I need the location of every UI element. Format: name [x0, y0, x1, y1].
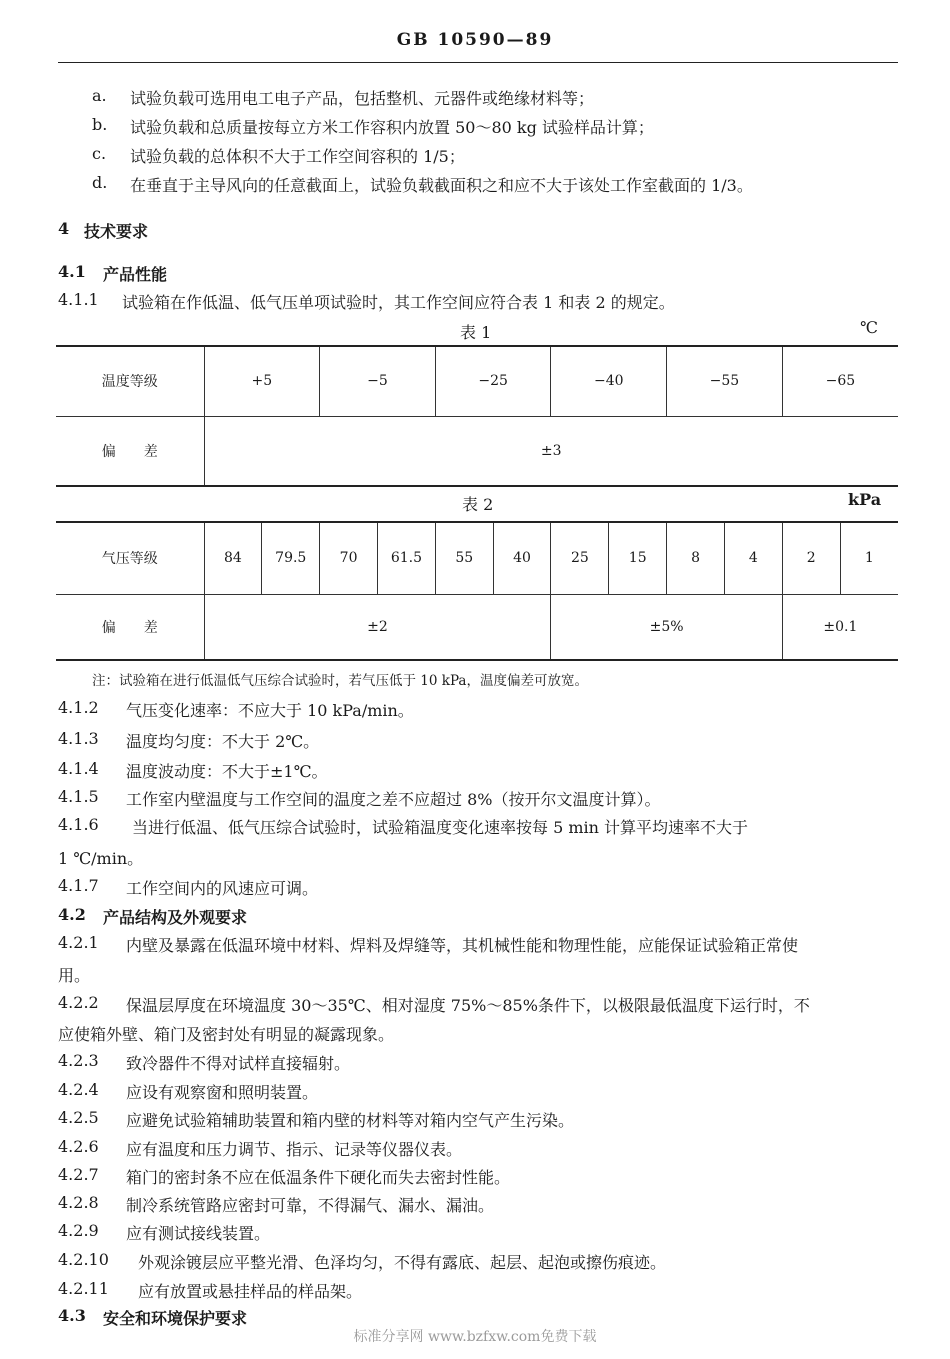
standard-number: GB 10590—89: [396, 30, 554, 50]
table-2-cell: 2: [782, 522, 840, 594]
clause-number: 4.1.5: [58, 787, 99, 806]
section-4-2-number: 4.2: [58, 905, 86, 924]
clause-text: 制冷系统管路应密封可靠，不得漏气、漏水、漏油。: [126, 1196, 495, 1215]
clause-text: 内壁及暴露在低温环境中材料、焊料及焊缝等，其机械性能和物理性能，应能保证试验箱正常使: [126, 936, 799, 955]
table-1: [56, 345, 898, 487]
clause-text: 温度波动度：不大于±1℃。: [126, 762, 328, 781]
watermark-footer: 标准分享网 www.bzfxw.com免费下载: [353, 1329, 597, 1345]
list-item-a-marker: a.: [92, 86, 107, 105]
table-2-unit: kPa: [848, 490, 882, 509]
table-1-cell: −65: [782, 346, 898, 416]
clause-continuation: 用。: [58, 966, 91, 985]
clause-text: 外观涂镀层应平整光滑、色泽均匀，不得有露底、起层、起泡或擦伤痕迹。: [138, 1253, 667, 1272]
table-1-cell: −40: [551, 346, 667, 416]
table-2-cell: 15: [609, 522, 667, 594]
table-1-cell: −55: [667, 346, 783, 416]
table-2-cell: 8: [667, 522, 725, 594]
table-2-row-deviation: [56, 594, 898, 660]
table-2-cell: 1: [840, 522, 898, 594]
table-2-row-label: 气压等级: [56, 522, 204, 594]
clause-text: 致冷器件不得对试样直接辐射。: [126, 1054, 351, 1073]
clause-number: 4.2.6: [58, 1137, 99, 1156]
clause-number: 4.1.7: [58, 876, 99, 895]
table-1-cell: +5: [204, 346, 320, 416]
clause-text: 气压变化速率：不应大于 10 kPa/min。: [126, 701, 414, 720]
clause-text: 箱门的密封条不应在低温条件下硬化而失去密封性能。: [126, 1168, 511, 1187]
section-4-number: 4: [58, 219, 70, 238]
list-item-a-text: 试验负载可选用电工电子产品，包括整机、元器件或绝缘材料等；: [130, 89, 595, 108]
table-2: [56, 521, 898, 661]
clause-number: 4.2.11: [58, 1279, 109, 1298]
section-4-3-number: 4.3: [58, 1306, 86, 1325]
clause-number: 4.2.1: [58, 933, 99, 952]
table-2-deviation: ±5%: [551, 594, 782, 660]
table-1-row-levels: [56, 346, 898, 416]
clause-number: 4.2.4: [58, 1080, 99, 1099]
table-1-cell: −25: [435, 346, 551, 416]
table-2-cell: 25: [551, 522, 609, 594]
clause-number: 4.2.5: [58, 1108, 99, 1127]
clause-number: 4.1.4: [58, 759, 99, 778]
table-1-cell: −5: [320, 346, 436, 416]
table-1-unit: ℃: [860, 318, 878, 337]
clause-continuation: 应使箱外壁、箱门及密封处有明显的凝露现象。: [58, 1025, 395, 1044]
table-note: 注：试验箱在进行低温低气压综合试验时，若气压低于 10 kPa，温度偏差可放宽。: [92, 673, 588, 689]
list-item-d-text: 在垂直于主导风向的任意截面上，试验负载截面积之和应不大于该处工作室截面的 1/3。: [130, 176, 753, 195]
list-item-c-text: 试验负载的总体积不大于工作空间容积的 1/5；: [130, 147, 465, 166]
clause-text: 应避免试验箱辅助装置和箱内壁的材料等对箱内空气产生污染。: [126, 1111, 575, 1130]
clause-number: 4.2.3: [58, 1051, 99, 1070]
table-2-cell: 79.5: [262, 522, 320, 594]
table-2-row-levels: [56, 522, 898, 594]
clause-text: 当进行低温、低气压综合试验时，试验箱温度变化速率按每 5 min 计算平均速率不大于: [132, 818, 749, 837]
table-2-row-label: 偏 差: [56, 594, 204, 660]
clause-text: 应设有观察窗和照明装置。: [126, 1083, 319, 1102]
table-1-row-label: 温度等级: [56, 346, 204, 416]
clause-number: 4.2.2: [58, 993, 99, 1012]
table-2-cell: 40: [493, 522, 551, 594]
table-1-caption: 表 1: [460, 323, 492, 342]
clause-text: 工作空间内的风速应可调。: [126, 879, 319, 898]
table-2-caption: 表 2: [462, 495, 494, 514]
section-4-3-title: 安全和环境保护要求: [103, 1309, 248, 1328]
clause-text: 应有测试接线装置。: [126, 1224, 271, 1243]
clause-continuation: 1 ℃/min。: [58, 849, 144, 868]
list-item-b-marker: b.: [92, 115, 108, 134]
clause-number: 4.2.7: [58, 1165, 99, 1184]
clause-text: 工作室内壁温度与工作空间的温度之差不应超过 8%（按开尔文温度计算）。: [126, 790, 661, 809]
clause-text: 保温层厚度在环境温度 30～35℃、相对湿度 75%～85%条件下，以极限最低温度下运行时，不: [126, 996, 810, 1015]
clause-number: 4.2.10: [58, 1250, 109, 1269]
table-2-deviation: ±2: [204, 594, 551, 660]
table-2-deviation: ±0.1: [782, 594, 898, 660]
section-4-1-number: 4.1: [58, 262, 86, 281]
list-item-b-text: 试验负载和总质量按每立方米工作容积内放置 50～80 kg 试验样品计算；: [130, 118, 654, 137]
clause-text: 温度均匀度：不大于 2℃。: [126, 732, 320, 751]
clause-number: 4.1.3: [58, 729, 99, 748]
table-1-row-deviation: [56, 416, 898, 486]
clause-4-1-1-number: 4.1.1: [58, 290, 99, 309]
table-2-cell: 84: [204, 522, 262, 594]
clause-4-1-1-text: 试验箱在作低温、低气压单项试验时，其工作空间应符合表 1 和表 2 的规定。: [122, 293, 675, 312]
table-2-cell: 70: [320, 522, 378, 594]
table-2-cell: 55: [435, 522, 493, 594]
clause-number: 4.2.8: [58, 1193, 99, 1212]
table-1-deviation: ±3: [204, 416, 898, 486]
clause-number: 4.1.6: [58, 815, 99, 834]
section-4-2-title: 产品结构及外观要求: [103, 908, 248, 927]
table-2-cell: 61.5: [377, 522, 435, 594]
table-2-cell: 4: [724, 522, 782, 594]
list-item-d-marker: d.: [92, 173, 108, 192]
clause-number: 4.2.9: [58, 1221, 99, 1240]
header-rule: [58, 62, 898, 63]
section-4-title: 技术要求: [84, 222, 149, 241]
section-4-1-title: 产品性能: [103, 265, 168, 284]
table-1-row-label: 偏 差: [56, 416, 204, 486]
clause-text: 应有温度和压力调节、指示、记录等仪器仪表。: [126, 1140, 463, 1159]
clause-number: 4.1.2: [58, 698, 99, 717]
list-item-c-marker: c.: [92, 144, 107, 163]
clause-text: 应有放置或悬挂样品的样品架。: [138, 1282, 363, 1301]
